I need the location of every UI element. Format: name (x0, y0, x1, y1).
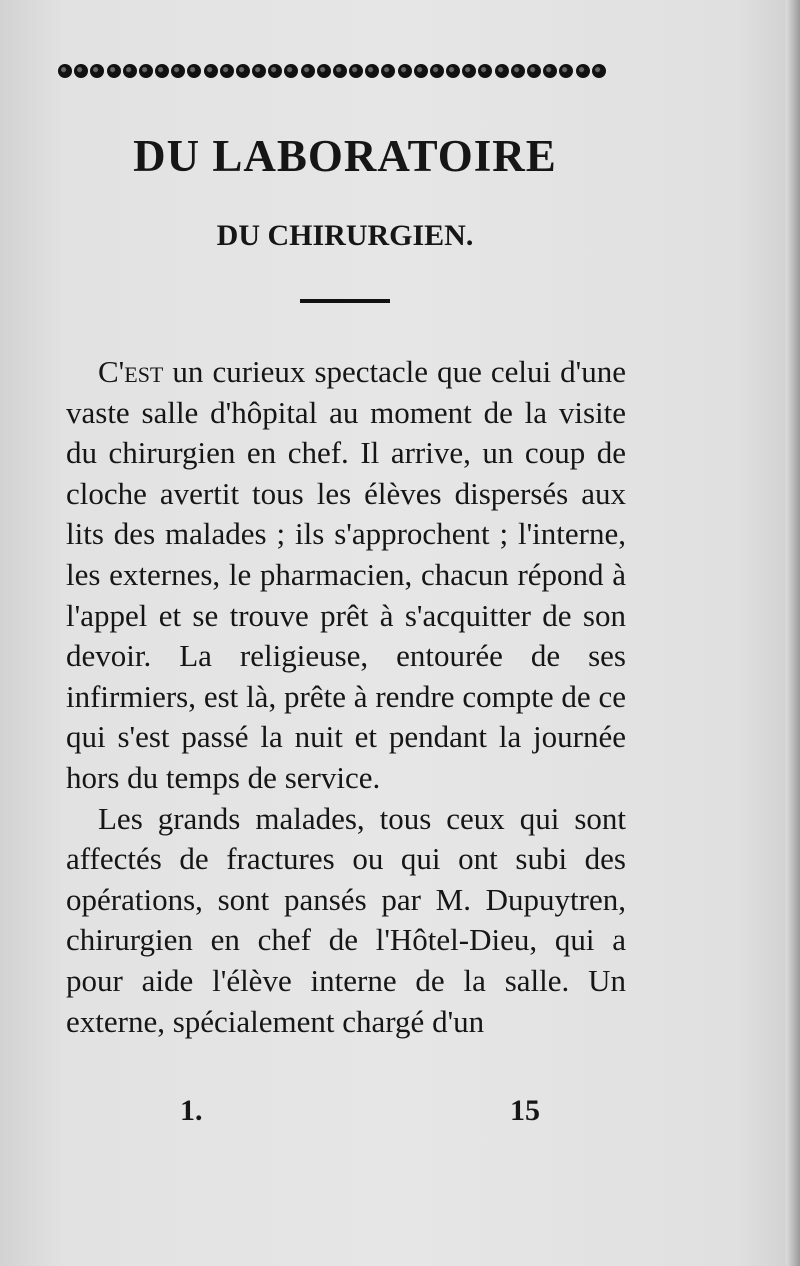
fleuron-icon (268, 64, 282, 78)
fleuron-icon (236, 64, 250, 78)
chapter-subtitle: DU CHIRURGIEN. (216, 219, 474, 252)
fleuron-icon (171, 64, 185, 78)
signature-mark: 1. (180, 1094, 203, 1127)
fleuron-icon (381, 64, 395, 78)
fleuron-icon (414, 64, 428, 78)
paragraph-1 (66, 352, 626, 799)
fleuron-icon (107, 64, 121, 78)
fleuron-icon (527, 64, 541, 78)
fleuron-icon (139, 64, 153, 78)
fleuron-icon (543, 64, 557, 78)
fleuron-icon (74, 64, 88, 78)
fleuron-icon (123, 64, 137, 78)
fleuron-icon (365, 64, 379, 78)
chapter-title: DU LABORATOIRE (133, 131, 557, 181)
page-edge (786, 0, 800, 1266)
fleuron-icon (155, 64, 169, 78)
fleuron-ornament (58, 58, 606, 84)
fleuron-icon (333, 64, 347, 78)
paragraph-1-text: un curieux spectacle que celui d'une vaste salle d'hôpital au moment de la visite du chirurgien en chef. Il arrive, un coup de cloche avertit tous les élèves dispersés aux lits des malades ; ils s'approchent ; l'interne, les externes, le pharmacien, chacun répond à l'appel et se trouve prêt à s'acquitter de son devoir. La religieuse, entourée de ses infirmiers, est là, prête à rendre compte de ce qui s'est passé la nuit et pendant la journée hors du temps de service. (66, 354, 626, 795)
fleuron-icon (446, 64, 460, 78)
lead-word: C'est (98, 354, 164, 389)
fleuron-icon (252, 64, 266, 78)
fleuron-icon (576, 64, 590, 78)
fleuron-icon (398, 64, 412, 78)
fleuron-icon (90, 64, 104, 78)
fleuron-icon (511, 64, 525, 78)
fleuron-icon (58, 64, 72, 78)
paragraph-2: Les grands malades, tous ceux qui sont affectés de fractures ou qui ont subi des opérations, sont pansés par M. Dupuytren, chirurgien en chef de l'Hôtel-Dieu, qui a pour aide l'élève interne de la salle. Un externe, spécialement chargé d'un (66, 800, 626, 1039)
fleuron-icon (284, 64, 298, 78)
fleuron-icon (301, 64, 315, 78)
fleuron-icon (559, 64, 573, 78)
fleuron-icon (592, 64, 606, 78)
fleuron-icon (187, 64, 201, 78)
page-number: 15 (510, 1094, 540, 1127)
fleuron-icon (220, 64, 234, 78)
fleuron-icon (495, 64, 509, 78)
fleuron-icon (430, 64, 444, 78)
body-text (66, 352, 626, 1042)
fleuron-icon (349, 64, 363, 78)
fleuron-icon (462, 64, 476, 78)
fleuron-icon (317, 64, 331, 78)
title-rule (300, 299, 390, 303)
fleuron-icon (478, 64, 492, 78)
fleuron-icon (204, 64, 218, 78)
